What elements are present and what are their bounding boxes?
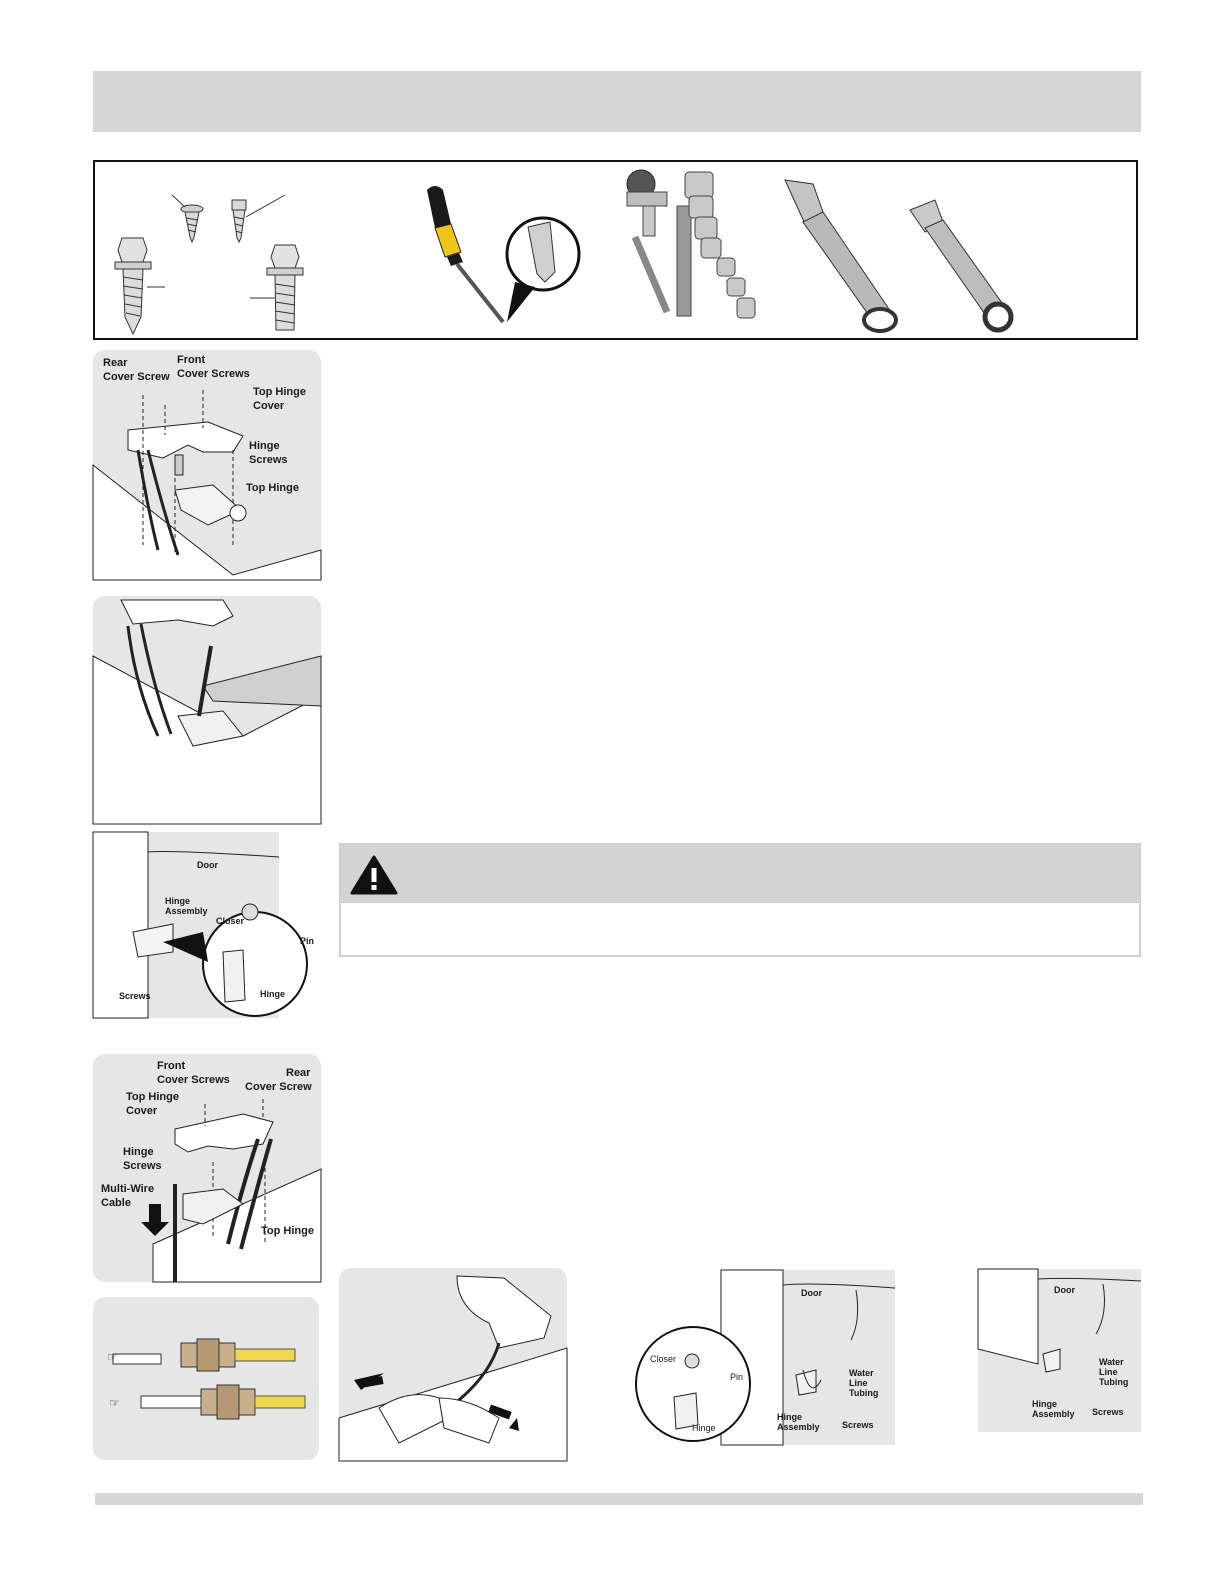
figure-disconnect-cable	[339, 1268, 567, 1461]
figure-reinstall-top-hinge	[93, 1054, 321, 1282]
label-rear-cover-screw-2: Cover Screw	[103, 371, 170, 383]
figure-hinge-zoom-circle	[634, 1325, 752, 1443]
label-front-cover-screws-2: Cover Screws	[157, 1074, 230, 1086]
adjustable-wrench-icon	[785, 180, 896, 331]
label-pin: Pin	[300, 936, 315, 946]
label-multi-wire-cable-1: Multi-Wire	[101, 1183, 155, 1195]
label-water-line-tubing-2: Line	[849, 1378, 868, 1388]
label-front-cover-screws-1: Front	[157, 1060, 186, 1072]
label-hinge-screws-1: Hinge	[123, 1146, 154, 1158]
label-water-line-tubing-1: Water	[1099, 1357, 1124, 1367]
label-hinge-screws-2: Screws	[123, 1160, 162, 1172]
label-water-line-tubing-1: Water	[849, 1368, 874, 1378]
screws-icon	[115, 195, 303, 334]
label-closer: Closer	[216, 916, 245, 926]
label-top-hinge-cover-1: Top Hinge	[126, 1091, 179, 1103]
label-water-line-tubing-3: Tubing	[1099, 1377, 1129, 1387]
label-hinge-assembly-2: Assembly	[777, 1422, 820, 1432]
label-top-hinge-cover-1: Top Hinge	[253, 386, 306, 398]
warning-header	[341, 845, 1139, 903]
label-hinge-screws-1: Hinge	[249, 440, 280, 452]
figure-bottom-hinge-assembly	[93, 832, 315, 1018]
header-bar	[93, 71, 1141, 132]
tools-required-box	[93, 160, 1138, 340]
label-pin: Pin	[730, 1372, 744, 1382]
figure-bottom-hinge-reinstalled	[978, 1269, 1141, 1432]
label-water-line-tubing-3: Tubing	[849, 1388, 879, 1398]
label-rear-cover-screw-2: Cover Screw	[245, 1081, 312, 1093]
label-door: Door	[801, 1288, 822, 1298]
label-rear-cover-screw-1: Rear	[103, 357, 128, 369]
label-top-hinge: Top Hinge	[246, 482, 299, 494]
label-screws: Screws	[1092, 1407, 1124, 1417]
footer-bar	[95, 1493, 1143, 1505]
open-end-wrench-icon	[910, 200, 1011, 330]
label-hinge-assembly-1: Hinge	[777, 1412, 803, 1422]
label-top-hinge: Top Hinge	[261, 1225, 314, 1237]
label-water-line-tubing-2: Line	[1099, 1367, 1118, 1377]
pointing-hand-icon: ☞	[107, 1350, 118, 1364]
label-multi-wire-cable-2: Cable	[101, 1197, 131, 1209]
warning-triangle-icon	[349, 854, 399, 896]
label-hinge-assembly-2: Assembly	[1032, 1409, 1075, 1419]
label-hinge: Hinge	[260, 989, 286, 999]
label-top-hinge-cover-2: Cover	[253, 400, 285, 412]
phillips-screwdriver-icon	[427, 186, 579, 322]
label-hinge-screws-2: Screws	[249, 454, 288, 466]
label-door: Door	[197, 860, 218, 870]
label-hinge: Hinge	[692, 1423, 716, 1433]
label-rear-cover-screw-1: Rear	[286, 1067, 311, 1079]
warning-box	[339, 843, 1141, 957]
pointing-hand-icon: ☞	[109, 1396, 120, 1410]
figure-remove-hinge-screws	[93, 596, 321, 824]
label-front-cover-screws-2: Cover Screws	[177, 368, 250, 380]
label-closer: Closer	[650, 1354, 677, 1364]
label-front-cover-screws-1: Front	[177, 354, 206, 366]
label-top-hinge-cover-2: Cover	[126, 1105, 158, 1117]
label-screws: Screws	[842, 1420, 874, 1430]
label-hinge-assembly-2: Assembly	[165, 906, 208, 916]
figure-top-hinge-cover-removal	[93, 350, 321, 580]
socket-set-icon	[627, 170, 755, 318]
figure-water-line-fittings	[93, 1297, 319, 1460]
label-hinge-assembly-1: Hinge	[1032, 1399, 1058, 1409]
label-hinge-assembly-1: Hinge	[165, 896, 191, 906]
label-screws: Screws	[119, 991, 151, 1001]
label-door: Door	[1054, 1285, 1075, 1295]
